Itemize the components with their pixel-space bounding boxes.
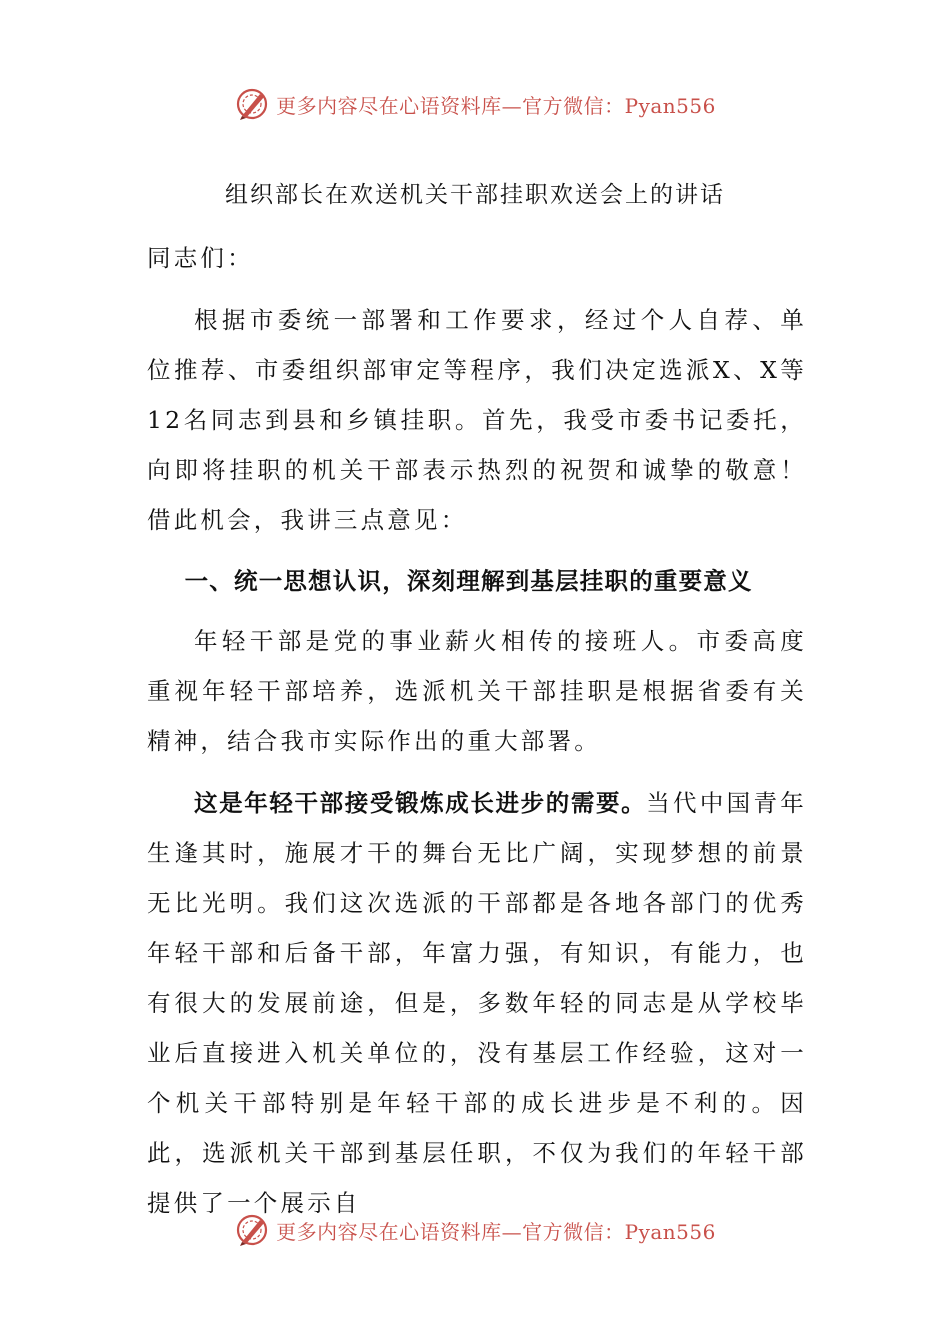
paragraph-training-need	[147, 778, 807, 1228]
footer-banner	[0, 1208, 950, 1252]
paragraph-young-cadres: 年轻干部是党的事业薪火相传的接班人。市委高度重视年轻干部培养，选派机关干部挂职是根据省委有关精神，结合我市实际作出的重大部署。	[147, 627, 807, 755]
salutation: 同志们：	[147, 244, 254, 272]
paragraph-intro: 根据市委统一部署和工作要求，经过个人自荐、单位推荐、市委组织部审定等程序，我们决定选派X、X等12名同志到县和乡镇挂职。首先，我受市委书记委托，向即将挂职的机关干部表示热烈的祝贺和诚挚的敬意！借此机会，我讲三点意见：	[147, 306, 807, 534]
document-title: 组织部长在欢送机关干部挂职欢送会上的讲话	[225, 182, 725, 208]
paragraph-lead-bold: 这是年轻干部接受锻炼成长进步的需要。	[194, 789, 647, 817]
banner-text: 更多内容尽在心语资料库—官方微信：Pyan556	[276, 93, 716, 118]
section-heading-1: 一、统一思想认识，深刻理解到基层挂职的重要意义	[184, 567, 753, 595]
paragraph-body: 当代中国青年生逢其时，施展才干的舞台无比广阔，实现梦想的前景无比光明。我们这次选派的干部都是各地各部门的优秀年轻干部和后备干部，年富力强，有知识，有能力，也有很大的发展前途，但是，多数年轻的同志是从学校毕业后直接进入机关单位的，没有基层工作经验，这对一个机关干部特别是年轻干部的成长进步是不利的。因此，选派机关干部到基层任职，不仅为我们的年轻干部提供了一个展示自	[147, 789, 808, 1217]
header-banner	[0, 82, 950, 126]
banner-text: 更多内容尽在心语资料库—官方微信：Pyan556	[276, 1219, 716, 1244]
pen-circle-logo-icon	[234, 86, 270, 122]
pen-circle-logo-icon	[234, 1212, 270, 1248]
